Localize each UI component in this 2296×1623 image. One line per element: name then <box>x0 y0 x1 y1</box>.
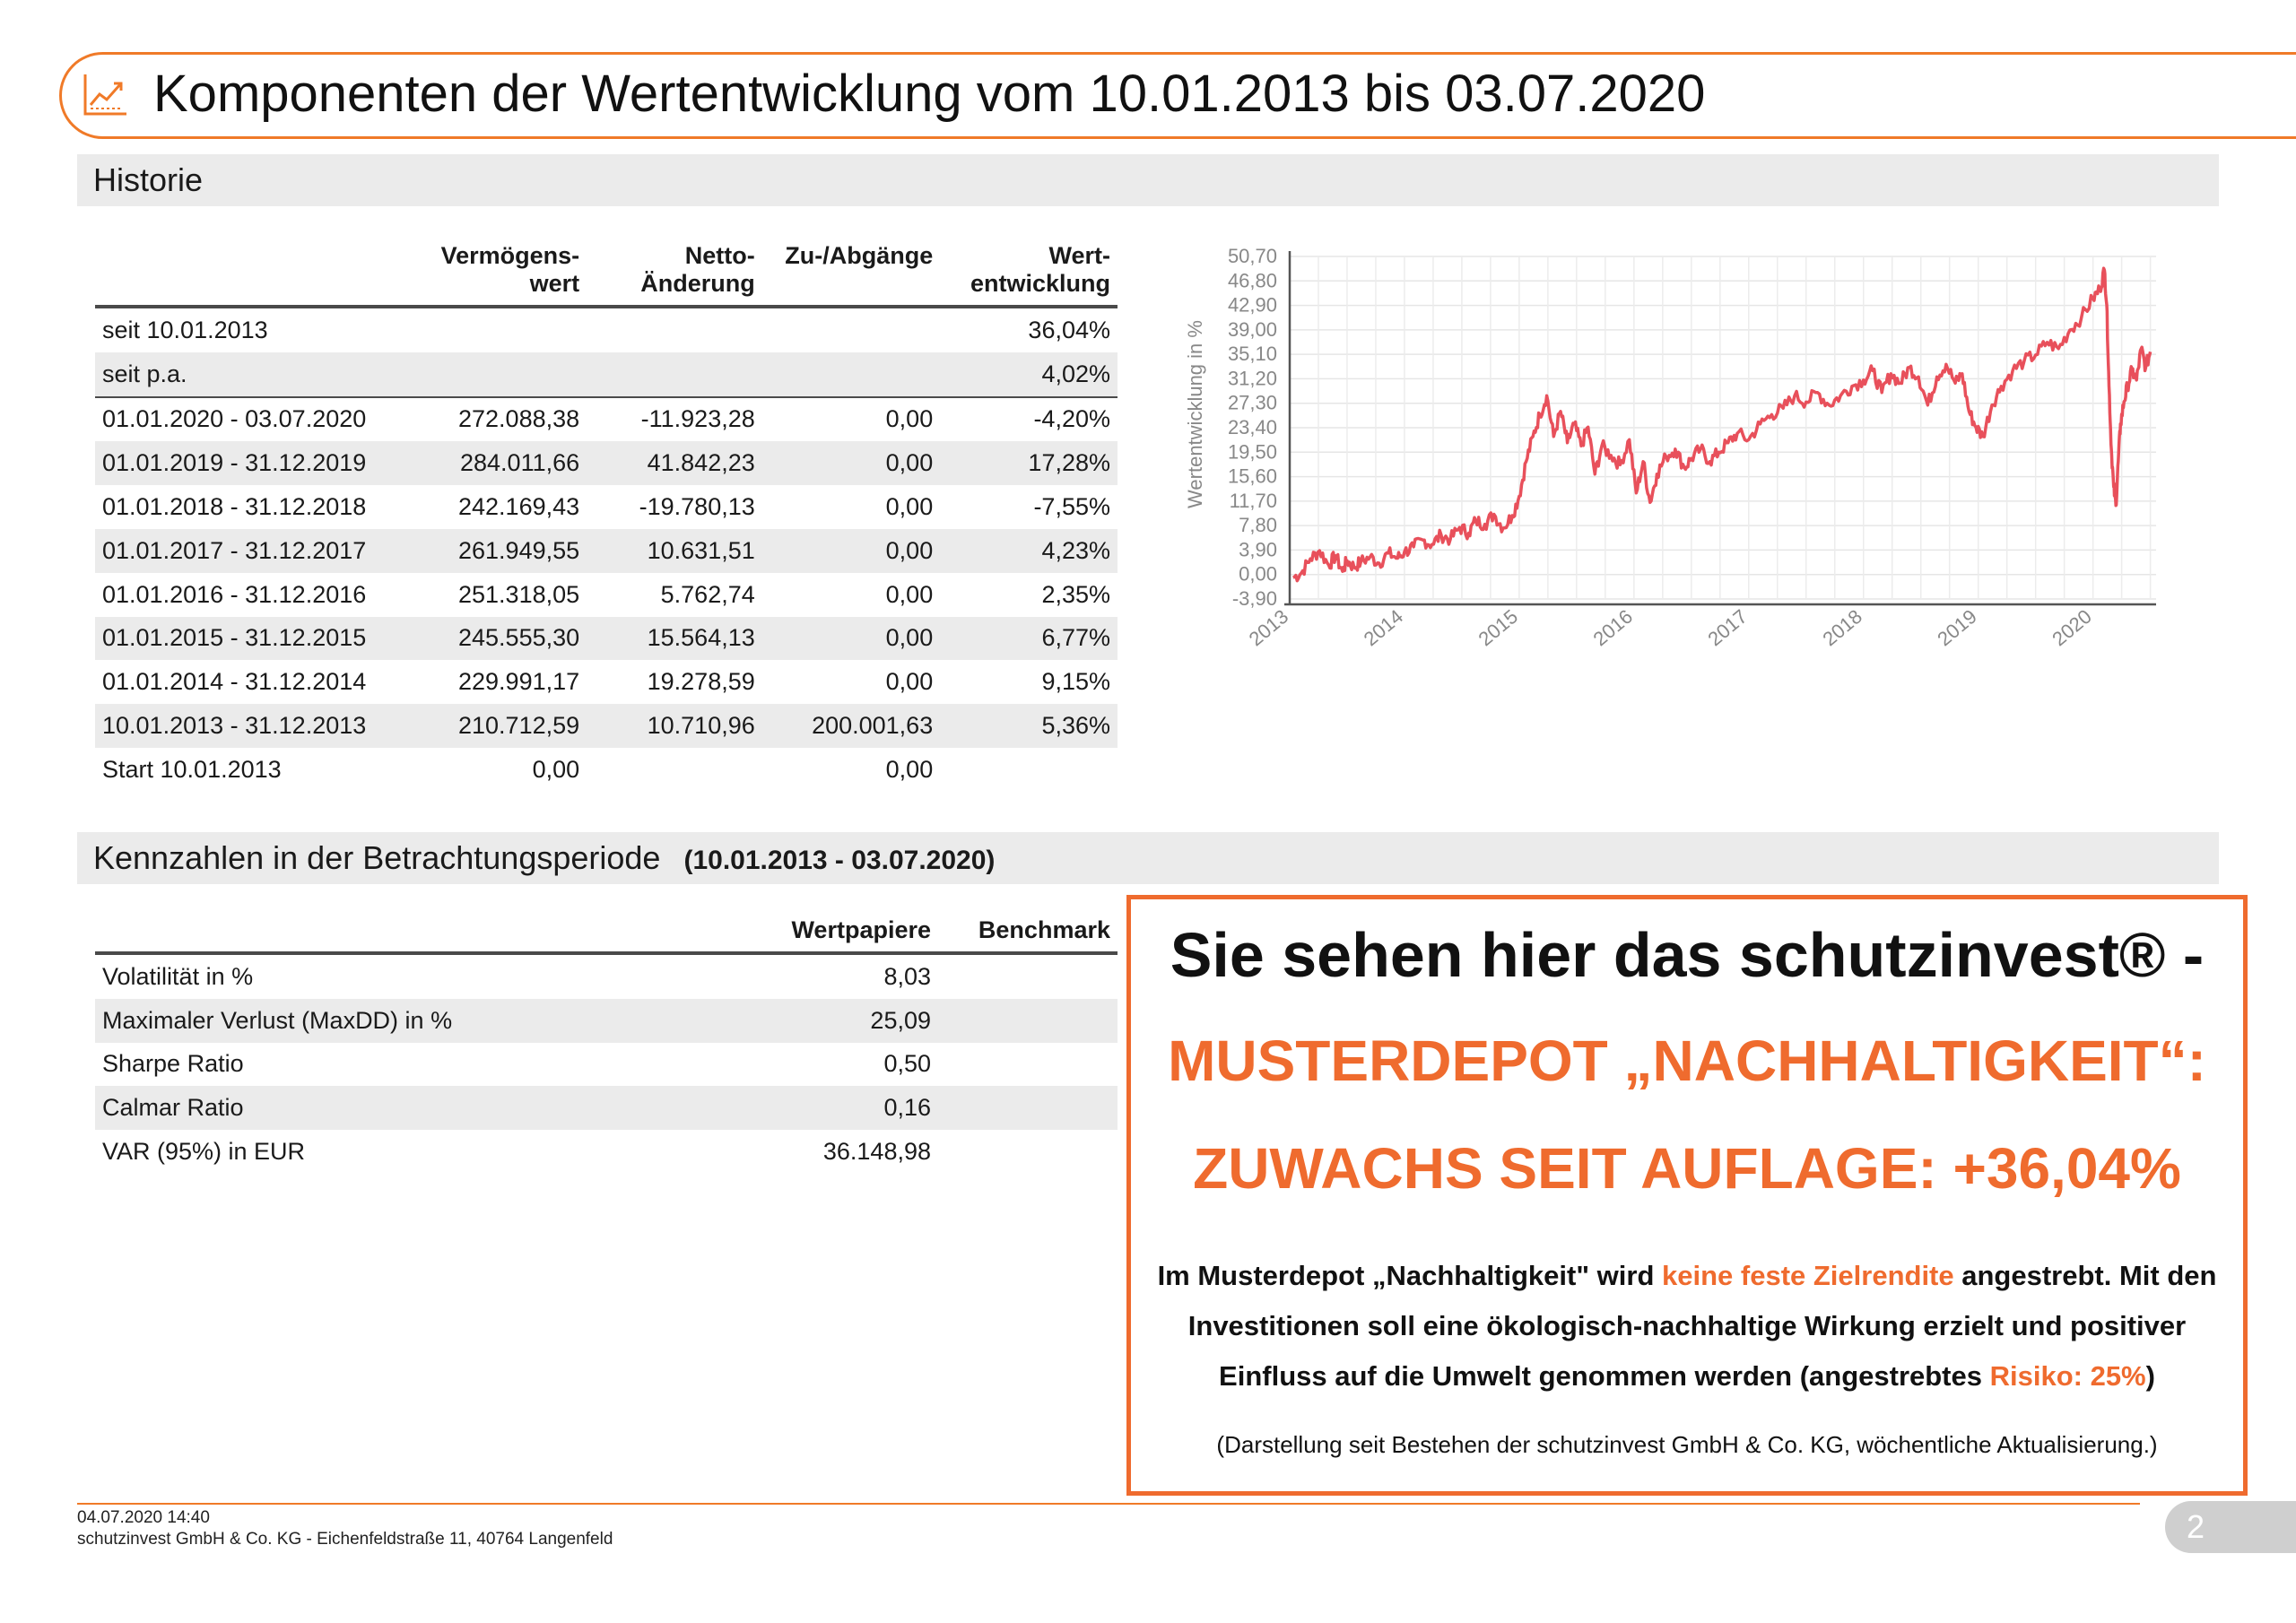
cell-wert: 17,28% <box>940 441 1118 485</box>
row-label: 01.01.2018 - 31.12.2018 <box>102 493 367 521</box>
row-label: VAR (95%) in EUR <box>102 1138 306 1166</box>
row-label: 01.01.2014 - 31.12.2014 <box>102 668 367 696</box>
cell-zuab: 0,00 <box>885 493 934 521</box>
chart-x-tick-label: 2017 <box>1703 604 1752 651</box>
cell-netto: -11.923,28 <box>640 405 755 433</box>
cell-zuab: 0,00 <box>885 405 934 433</box>
performance-line-chart <box>1166 235 2170 701</box>
chart-y-tick-label: 0,00 <box>1239 562 1277 586</box>
historie-header-row <box>95 242 1118 307</box>
table-row <box>95 352 1118 397</box>
row-label: seit p.a. <box>95 352 410 397</box>
cell-vermoegen: 272.088,38 <box>458 405 580 433</box>
table-row <box>95 999 1118 1043</box>
table-row <box>95 704 1118 748</box>
highlight-body-text: Im Musterdepot „Nachhaltigkeit" wird keine feste Zielrendite angestrebt. Mit den Investitionen soll eine ökologisch-nachhaltige Wirkung erzielt und positiver Einfluss auf die Umwelt genommen werden (angestrebtes Risiko: 25%) <box>1157 1260 2217 1392</box>
table-row <box>95 441 1118 485</box>
chart-y-tick-label: 35,10 <box>1227 343 1277 366</box>
row-label: Maximaler Verlust (MaxDD) in % <box>95 999 669 1043</box>
kennzahlen-section-bar <box>77 832 2219 884</box>
chart-x-tick-label: 2015 <box>1474 604 1523 651</box>
historie-section-bar <box>77 154 2219 206</box>
chart-x-tick-label: 2014 <box>1359 604 1408 651</box>
chart-y-tick-label: 11,70 <box>1229 489 1277 512</box>
table-row <box>95 660 1118 704</box>
cell-zuab: 0,00 <box>885 580 934 608</box>
chart-y-tick-label: 50,70 <box>1227 245 1277 267</box>
chart-y-tick-label: 46,80 <box>1227 269 1277 292</box>
cell-wert: 2,35% <box>1041 580 1110 608</box>
cell-netto: 19.278,59 <box>647 668 755 696</box>
cell-wert: 6,77% <box>940 617 1118 661</box>
chart-x-tick-label: 2018 <box>1818 604 1866 651</box>
table-row <box>95 1130 1118 1174</box>
cell-wertpapiere: 36.148,98 <box>822 1138 931 1166</box>
row-label: 01.01.2017 - 31.12.2017 <box>95 529 410 573</box>
line-chart-icon <box>82 71 130 119</box>
chart-y-tick-label: 19,50 <box>1227 440 1277 464</box>
header-benchmark: Benchmark <box>978 916 1110 943</box>
cell-netto: 10.631,51 <box>587 529 762 573</box>
header-empty <box>95 242 410 307</box>
cell-zuab <box>762 307 940 352</box>
cell-benchmark <box>938 953 1118 999</box>
kennzahlen-title: Kennzahlen in der Betrachtungsperiode (10.01.2013 - 03.07.2020) <box>93 839 996 876</box>
cell-wert: 36,04% <box>1028 316 1110 343</box>
highlight-box <box>1126 895 2248 1496</box>
cell-vermoegen <box>410 352 587 397</box>
cell-vermoegen <box>410 307 587 352</box>
row-label: Calmar Ratio <box>95 1086 669 1130</box>
cell-vermoegen: 245.555,30 <box>410 617 587 661</box>
cell-wertpapiere: 0,16 <box>669 1086 938 1130</box>
row-label: Sharpe Ratio <box>102 1050 244 1078</box>
cell-wert: 9,15% <box>1041 668 1110 696</box>
highlight-growth: ZUWACHS SEIT AUFLAGE: +36,04% <box>1193 1136 2181 1201</box>
cell-vermoegen: 242.169,43 <box>458 493 580 521</box>
kennzahlen-period: (10.01.2013 - 03.07.2020) <box>683 846 996 875</box>
page-header <box>59 52 2296 139</box>
cell-zuab: 0,00 <box>885 668 934 696</box>
cell-benchmark <box>938 999 1118 1043</box>
row-label: 01.01.2015 - 31.12.2015 <box>95 617 410 661</box>
cell-zuab <box>762 352 940 397</box>
header-netto-aenderung: Netto- Änderung <box>640 242 755 297</box>
row-label: 01.01.2016 - 31.12.2016 <box>102 580 367 608</box>
kennzahlen-header-row <box>95 916 1118 953</box>
cell-wert: 4,02% <box>940 352 1118 397</box>
cell-vermoegen: 0,00 <box>532 755 580 783</box>
chart-series-line <box>1293 268 2151 581</box>
row-label: Start 10.01.2013 <box>102 755 282 783</box>
chart-y-tick-label: 15,60 <box>1227 464 1277 488</box>
cell-wert: 4,23% <box>940 529 1118 573</box>
cell-vermoegen: 210.712,59 <box>410 704 587 748</box>
cell-wert: 5,36% <box>940 704 1118 748</box>
page-title: Komponenten der Wertentwicklung vom 10.01.2013 bis 03.07.2020 <box>153 65 1706 123</box>
table-row <box>95 485 1118 529</box>
chart-y-axis-label: Wertentwicklung in % <box>1184 320 1206 508</box>
cell-benchmark <box>938 1086 1118 1130</box>
highlight-headline: Sie sehen hier das schutzinvest® - <box>1170 920 2205 990</box>
chart-x-tick-label: 2020 <box>2048 604 2096 651</box>
row-label: 10.01.2013 - 31.12.2013 <box>95 704 410 748</box>
historie-title: Historie <box>93 161 204 198</box>
cell-vermoegen: 251.318,05 <box>458 580 580 608</box>
chart-y-tick-label: 39,00 <box>1227 317 1277 341</box>
cell-zuab: 0,00 <box>885 755 934 783</box>
table-row <box>95 397 1118 442</box>
table-row <box>95 307 1118 352</box>
chart-x-tick-label: 2016 <box>1588 604 1638 651</box>
cell-wert: -4,20% <box>1033 405 1110 433</box>
kennzahlen-table <box>95 916 1118 1174</box>
cell-netto: 41.842,23 <box>587 441 762 485</box>
cell-benchmark <box>938 1043 1118 1087</box>
highlight-no-target-return: keine feste Zielrendite <box>1662 1260 1954 1291</box>
table-row <box>95 1043 1118 1087</box>
cell-zuab: 200.001,63 <box>762 704 940 748</box>
footer-address: schutzinvest GmbH & Co. KG - Eichenfeldstraße 11, 40764 Langenfeld <box>77 1530 613 1549</box>
chart-x-tick-label: 2013 <box>1244 604 1293 651</box>
cell-vermoegen: 261.949,55 <box>410 529 587 573</box>
chart-y-tick-label: 7,80 <box>1239 514 1277 537</box>
highlight-risk: Risiko: 25% <box>1989 1360 2146 1392</box>
cell-zuab: 0,00 <box>762 529 940 573</box>
header-wertpapiere: Wertpapiere <box>791 916 931 943</box>
page-number: 2 <box>2165 1501 2296 1553</box>
cell-netto <box>587 307 762 352</box>
footer-date: 04.07.2020 14:40 <box>77 1508 210 1527</box>
cell-wert <box>940 748 1118 792</box>
cell-netto: 5.762,74 <box>660 580 755 608</box>
cell-netto: 10.710,96 <box>587 704 762 748</box>
cell-netto: -19.780,13 <box>639 493 755 521</box>
table-row <box>95 953 1118 999</box>
cell-wertpapiere: 0,50 <box>883 1050 931 1078</box>
header-zu-abgaenge: Zu-/Abgänge <box>785 242 934 269</box>
table-row <box>95 1086 1118 1130</box>
historie-table <box>95 242 1118 792</box>
cell-netto: 15.564,13 <box>587 617 762 661</box>
footer-divider <box>77 1503 2140 1505</box>
table-row <box>95 748 1118 792</box>
chart-y-tick-label: 27,30 <box>1227 391 1277 414</box>
row-label: Volatilität in % <box>102 962 254 990</box>
chart-y-tick-label: 42,90 <box>1227 293 1277 317</box>
cell-wertpapiere: 8,03 <box>883 962 931 990</box>
table-row <box>95 573 1118 617</box>
chart-y-tick-label: -3,90 <box>1231 587 1277 610</box>
row-label: seit 10.01.2013 <box>102 316 268 343</box>
highlight-depot-name: MUSTERDEPOT „NACHHALTIGKEIT“: <box>1168 1028 2206 1093</box>
cell-vermoegen: 284.011,66 <box>410 441 587 485</box>
header-wertentwicklung: Wert- entwicklung <box>970 242 1110 297</box>
chart-x-tick-label: 2019 <box>1933 604 1981 651</box>
chart-y-tick-label: 31,20 <box>1227 367 1277 390</box>
cell-vermoegen: 229.991,17 <box>458 668 580 696</box>
table-row <box>95 529 1118 573</box>
chart-y-tick-label: 3,90 <box>1239 538 1277 561</box>
highlight-note: (Darstellung seit Bestehen der schutzinvest GmbH & Co. KG, wöchentliche Aktualisierung.) <box>1216 1431 2158 1458</box>
cell-benchmark <box>938 1130 1118 1174</box>
cell-wertpapiere: 25,09 <box>669 999 938 1043</box>
cell-zuab: 0,00 <box>762 617 940 661</box>
table-row <box>95 617 1118 661</box>
cell-netto <box>587 352 762 397</box>
cell-wert: -7,55% <box>1033 493 1110 521</box>
row-label: 01.01.2019 - 31.12.2019 <box>95 441 410 485</box>
header-empty <box>95 916 669 953</box>
chart-y-tick-label: 23,40 <box>1227 416 1277 438</box>
cell-netto <box>587 748 762 792</box>
row-label: 01.01.2020 - 03.07.2020 <box>102 405 367 433</box>
cell-zuab: 0,00 <box>762 441 940 485</box>
header-vermoegenswert: Vermögens- wert <box>440 242 580 297</box>
